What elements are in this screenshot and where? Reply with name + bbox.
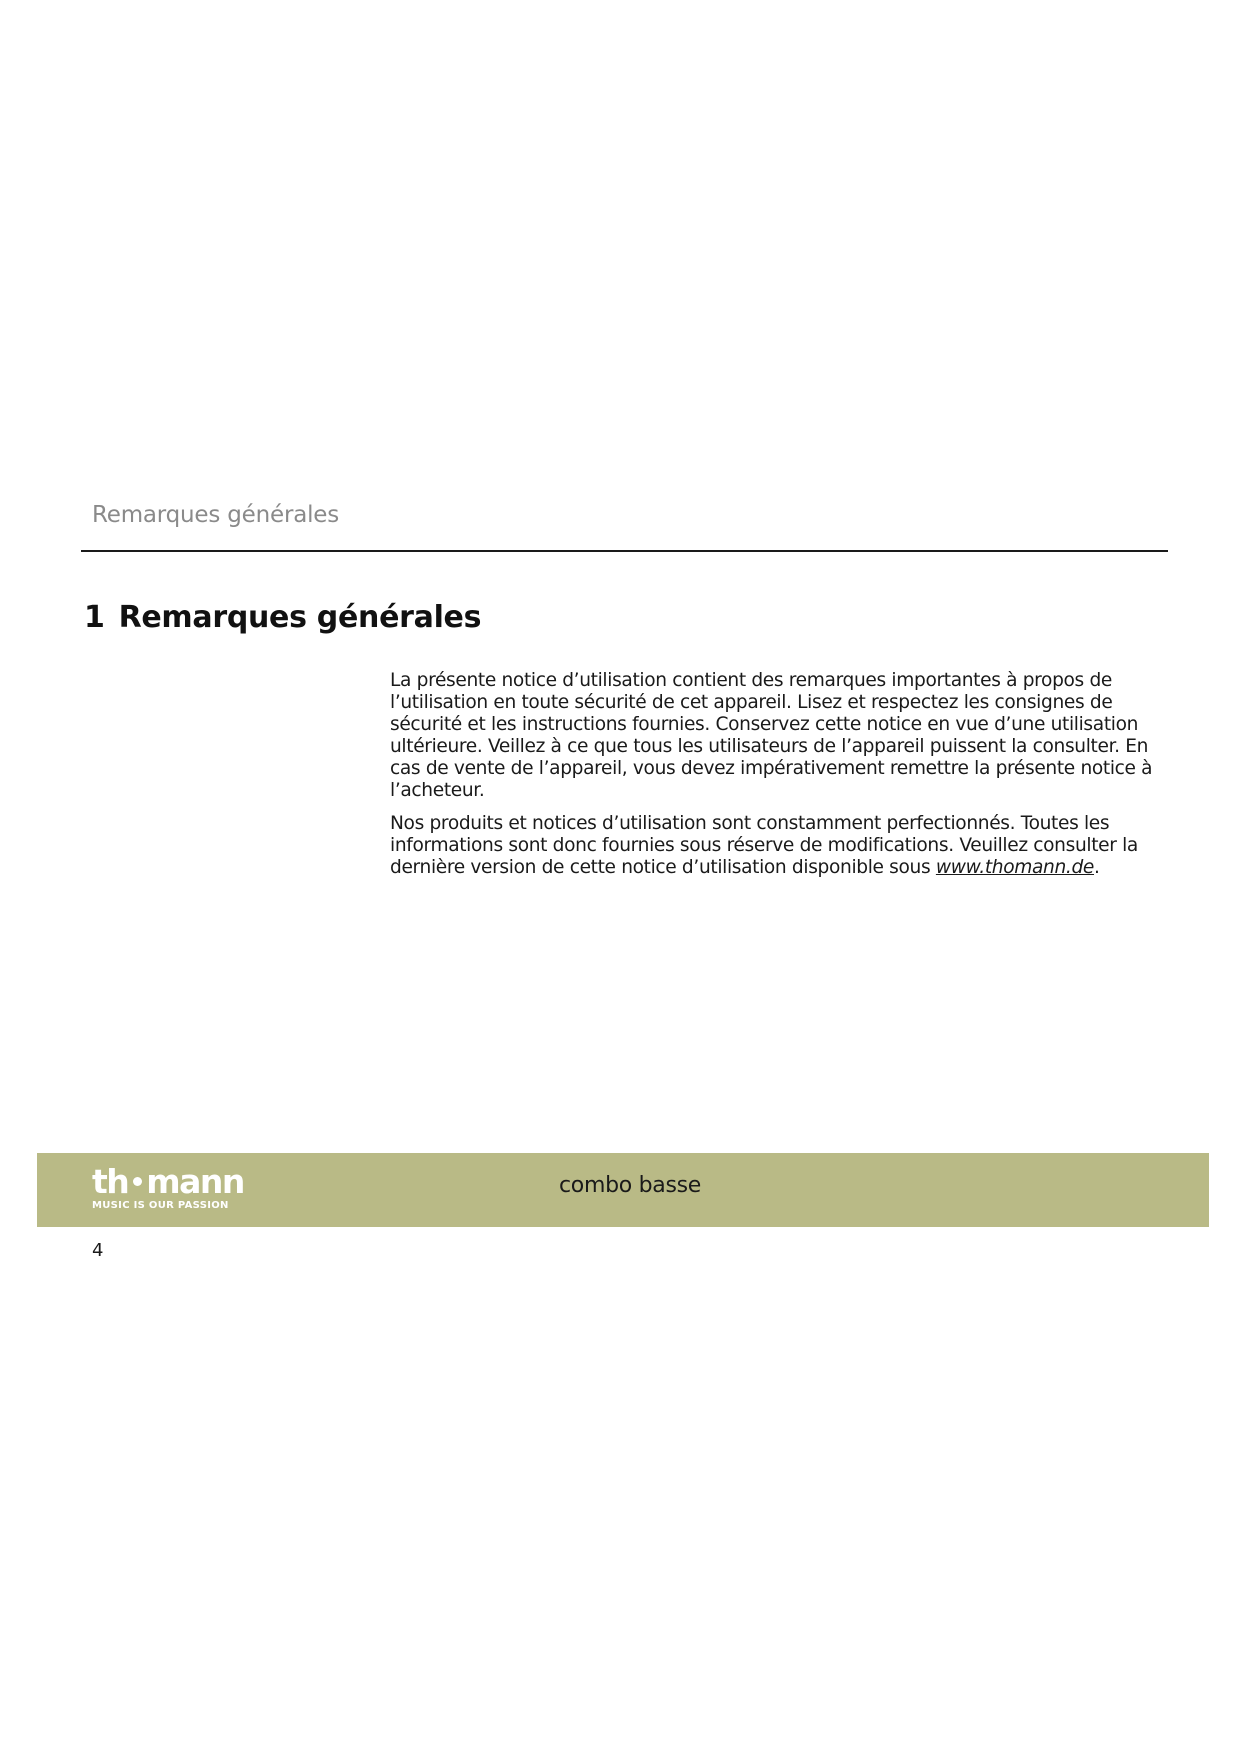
paragraph-intro: La présente notice d’utilisation contient des remarques importantes à propos de l’utilisation en toute sécurité de cet appareil. Lisez et respectez les consignes de sécurité et les instructions fournies. Conservez cette notice en vue d’une utilisation ultérieure. Veillez à ce que tous les utilisateurs de l’appareil puissent la consulter. En cas de vente de l’appareil, vous devez impérativement remettre la présente notice à l’acheteur. bbox=[390, 670, 1153, 801]
page-number: 4 bbox=[92, 1240, 104, 1261]
section-title bbox=[84, 600, 481, 635]
paragraph-updates-end: . bbox=[1094, 857, 1100, 878]
product-name: combo basse bbox=[559, 1173, 702, 1198]
section-title-text: Remarques générales bbox=[118, 600, 482, 635]
thomann-logo bbox=[92, 1162, 244, 1211]
logo-tagline: MUSIC IS OUR PASSION bbox=[92, 1200, 229, 1211]
section-number: 1 bbox=[84, 600, 105, 635]
header-rule bbox=[81, 550, 1168, 552]
logo-wordmark: th mann bbox=[92, 1162, 244, 1201]
logo-dot-icon bbox=[133, 1177, 142, 1186]
paragraph-updates-text: Nos produits et notices d’utilisation sont constamment perfectionnés. Toutes les informations sont donc fournies sous réserve de modifications. Veuillez consulter la dernière version de cette notice d’utilisation disponible sous bbox=[390, 813, 1138, 878]
thomann-website-link[interactable]: www.thomann.de bbox=[935, 857, 1095, 878]
body-text bbox=[390, 670, 1170, 890]
paragraph-updates bbox=[390, 813, 1170, 879]
footer-band bbox=[37, 1153, 1209, 1227]
running-header: Remarques générales bbox=[92, 502, 340, 528]
